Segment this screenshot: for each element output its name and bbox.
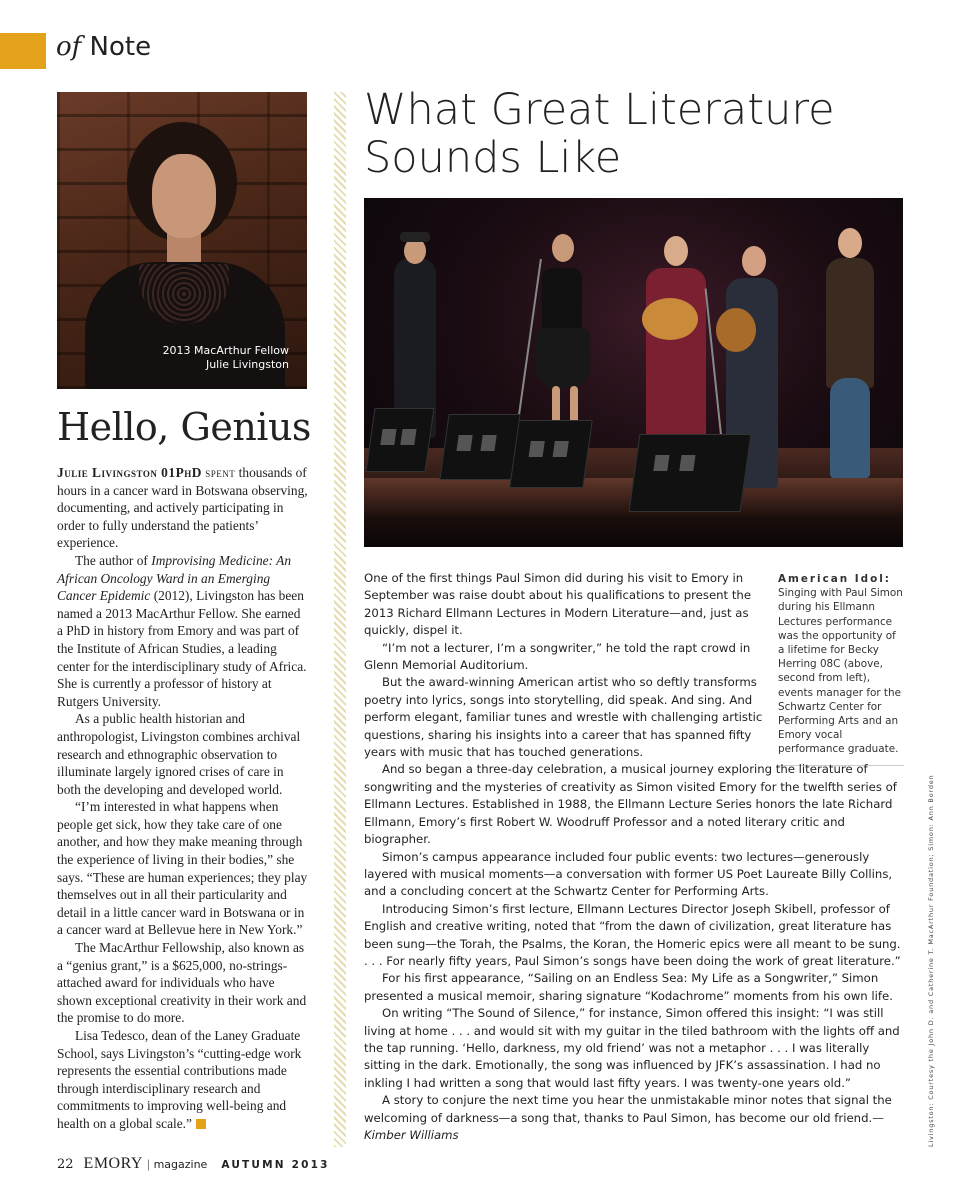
page-number: 22 [57, 1157, 74, 1172]
section-accent-tab [0, 33, 46, 69]
story2-title-line2: Sounds Like [364, 133, 622, 183]
story2-paragraph: One of the first things Paul Simon did during his visit to Emory in September was raise doubt about his qualifications to present the 2013 Richard Ellmann Lectures in Modern Literature—and, just as quickly, dispel it. [364, 571, 752, 638]
magazine-name: EMORY [83, 1155, 143, 1172]
story1-paragraph: Lisa Tedesco, dean of the Laney Graduate School, says Livingston’s “cutting-edge work represents the essential contributions made through interdisciplinary research and commitments to improving well-being and health on a global scale.” [57, 1028, 302, 1131]
story1-paragraph: The MacArthur Fellowship, also known as a “genius grant,” is a $625,000, no-strings-attached award for individuals who have shown exceptional creativity in their work and the promise to do more. [57, 940, 307, 1026]
story2-title [364, 86, 924, 182]
story1-lead-rest: spent [205, 465, 236, 480]
story1-title: Hello, Genius [57, 405, 311, 449]
issue-label: AUTUMN 2013 [221, 1159, 330, 1171]
photo-credit: Livingston: Courtesy the John D. and Catherine T. MacArthur Foundation; Simon: Ann Borden [927, 774, 935, 1147]
story2-body [364, 570, 902, 1144]
story1-paragraph: As a public health historian and anthropologist, Livingston combines archival research and ethnographic observation to illuminate largely ignored crises of care in both the developing and developed world. [57, 711, 301, 797]
story2-paragraph: Introducing Simon’s first lecture, Ellmann Lectures Director Joseph Skibell, professor of English and creative writing, noted that “from the dawn of civilization, great literature has been sung—the Torah, the Psalms, the Koran, the Homeric epics were all meant to be sung. . . . For nearly fifty years, Paul Simon’s songs have been doing the work of great literature.” [364, 901, 901, 968]
story2-paragraph: A story to conjure the next time you hear the unmistakable minor notes that signal the welcoming of darkness—a song that, thanks to Paul Simon, has become our old friend.—Kimber Williams [364, 1093, 892, 1142]
story1-paragraph: Julie Livingston 01PhD spent thousands of hours in a cancer ward in Botswana observing, documenting, and actively participating in order to fully understand the patients’ experience. [57, 465, 308, 551]
story1-paragraph: “I’m interested in what happens when people get sick, how they take care of one another, and how they make meaning through the experience of living in their bodies,” she says. “These are human experiences; they play themselves out in all their particularity and detail in a little cancer ward in Botswana or in a cancer ward at Bellevue here in New York.” [57, 799, 308, 938]
story2-paragraph: Simon’s campus appearance included four public events: two lectures—generously layered with musical moments—a conversation with former US Poet Laureate Billy Collins, and a concluding concert at the Schwartz Center for Performing Arts. [364, 849, 893, 899]
story2-paragraph: For his first appearance, “Sailing on an Endless Sea: My Life as a Songwriter,” Simon presented a musical memoir, sharing signature “Kodachrome” moments from his own life. [364, 971, 893, 1003]
story2-paragraph: “I’m not a lecturer, I’m a songwriter,” he told the rapt crowd in Glenn Memorial Auditorium. [364, 640, 751, 673]
concert-photo [364, 198, 903, 547]
story1-paragraph: The author of Improvising Medicine: An African Oncology Ward in an Emerging Cancer Epidemic (2012), Livingston has been named a 2013 MacArthur Fellow. She earned a PhD in history from Emory and was part of the Institute of African Studies, a leading center for the interdisciplinary study of Africa. She is currently a professor of history at Rutgers University. [57, 552, 307, 709]
story2-paragraph: On writing “The Sound of Silence,” for instance, Simon offered this insight: “I was still living at home . . . and would sit with my guitar in the tiled bathroom with the lights off and the tap running. ‘Hello, darkness, my old friend’ was not a metaphor . . . I was literally sitting in the dark. Emotionally, the song was influenced by JFK’s assassination. I had no inkling I had written a song that would last fifty years. I was twenty-one years old.” [364, 1006, 900, 1090]
photo-caption-heading: American Idol: [778, 573, 891, 585]
portrait-photo [57, 92, 307, 389]
section-word: Note [89, 32, 152, 62]
byline: —Kimber Williams [364, 1110, 884, 1142]
section-heading [56, 32, 151, 62]
magazine-label: magazine [153, 1158, 208, 1171]
story2-title-line1: What Great Literature [364, 85, 835, 135]
section-prefix: of [56, 32, 82, 62]
portrait-caption-line1: 2013 MacArthur Fellow [162, 344, 289, 357]
end-of-story-mark [196, 1119, 206, 1129]
story1-lead-name: Julie Livingston 01PhD [57, 465, 202, 480]
photo-caption-text: Singing with Paul Simon during his Ellmann Lectures performance was the opportunity of a lifetime for Becky Herring 08C (above, second from left), events manager for the Schwartz Center for Performing Arts and an Emory vocal performance graduate. [778, 587, 903, 756]
story1-body [57, 464, 309, 1133]
story2-paragraph: And so began a three-day celebration, a musical journey exploring the literature of songwriting and the mysteries of creativity as Simon visited Emory for the twelfth series of Ellmann Lectures. Established in 1988, the Ellmann Lecture Series honors the late Richard Ellmann, Emory’s first Robert W. Woodruff Professor and a noted literary critic and biographer. [364, 762, 897, 847]
story2-paragraph: But the award-winning American artist who so deftly transforms poetry into lyrics, songs into storytelling, did speak. And sing. And perform elegant, familiar tunes and wrestle with challenging artistic questions, sharing his insights into a career that has spanned fifty years with music that has touched generations. [364, 675, 763, 760]
page-footer [57, 1155, 330, 1173]
portrait-caption [163, 344, 289, 372]
column-divider [334, 92, 346, 1147]
footer-separator: | [146, 1156, 150, 1171]
book-title: Improvising Medicine: An African Oncology Ward in an Emerging Cancer Epidemic [57, 552, 292, 604]
portrait-caption-line2: Julie Livingston [205, 358, 289, 371]
